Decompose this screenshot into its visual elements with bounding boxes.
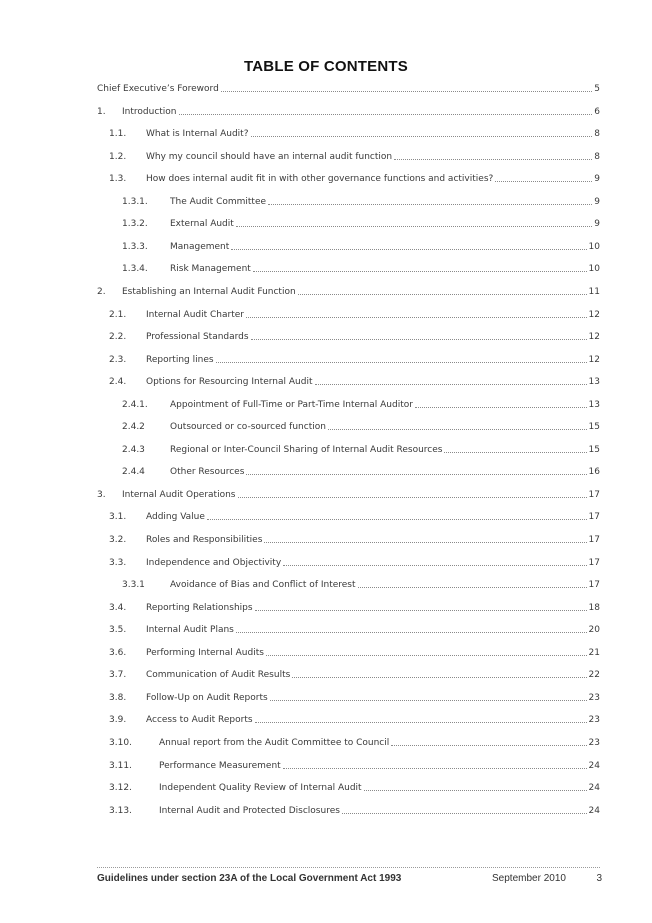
- toc-section-number: 2.4.2: [122, 422, 145, 433]
- toc-row: [0, 285, 652, 299]
- toc-dot-leader: [266, 646, 587, 656]
- toc-dot-leader: [415, 398, 587, 408]
- toc-entry-link[interactable]: [146, 353, 600, 367]
- toc-entry-link[interactable]: [146, 375, 600, 389]
- toc-page-number: 9: [594, 174, 600, 185]
- toc-entry-label: How does internal audit fit in with other governance functions and activities?: [146, 174, 494, 185]
- toc-entry-link[interactable]: [170, 465, 600, 479]
- toc-page-number: 23: [588, 737, 600, 748]
- toc-dot-leader: [292, 668, 586, 678]
- toc-dot-leader: [391, 736, 586, 746]
- toc-page-number: 13: [588, 399, 600, 410]
- toc-section-number: 3.5.: [109, 625, 127, 636]
- toc-entry-label: Management: [170, 241, 230, 252]
- toc-page-number: 24: [588, 783, 600, 794]
- toc-dot-leader: [495, 172, 592, 182]
- toc-entry-label: Performing Internal Audits: [146, 647, 264, 658]
- toc-entry-label: Introduction: [122, 106, 177, 117]
- toc-entry-link[interactable]: [170, 578, 600, 592]
- toc-page-number: 24: [588, 760, 600, 771]
- toc-row: [0, 240, 652, 254]
- toc-section-number: 1.1.: [109, 129, 127, 140]
- toc-dot-leader: [298, 285, 587, 295]
- toc-row: [0, 420, 652, 434]
- toc-entry-link[interactable]: [146, 127, 600, 141]
- toc-page-number: 21: [588, 647, 600, 658]
- toc-entry-link[interactable]: [146, 533, 600, 547]
- toc-page-number: 24: [588, 805, 600, 816]
- toc-entry-label: Internal Audit Plans: [146, 625, 234, 636]
- toc-entry-label: Independent Quality Review of Internal Audit: [159, 783, 362, 794]
- toc-entry-link[interactable]: [146, 691, 600, 705]
- toc-entry-label: Communication of Audit Results: [146, 670, 291, 681]
- toc-entry-link[interactable]: [170, 195, 600, 209]
- toc-dot-leader: [283, 759, 587, 769]
- toc-entry-label: Professional Standards: [146, 332, 249, 343]
- toc-dot-leader: [255, 713, 587, 723]
- toc-entry-link[interactable]: [122, 285, 600, 299]
- toc-page-number: 22: [588, 670, 600, 681]
- toc-entry-link[interactable]: [146, 646, 600, 660]
- toc-section-number: 1.: [97, 106, 106, 117]
- toc-section-number: 2.4.: [109, 377, 127, 388]
- toc-entry-label: Options for Resourcing Internal Audit: [146, 377, 313, 388]
- toc-row: [0, 353, 652, 367]
- toc-page-number: 18: [588, 602, 600, 613]
- toc-page-number: 17: [588, 512, 600, 523]
- toc-row: [0, 623, 652, 637]
- toc-row: [0, 759, 652, 773]
- toc-page-number: 11: [588, 286, 600, 297]
- toc-section-number: 2.4.1.: [122, 399, 148, 410]
- toc-dot-leader: [246, 465, 586, 475]
- toc-section-number: 3.11.: [109, 760, 132, 771]
- toc-section-number: 1.3.1.: [122, 196, 148, 207]
- toc-section-number: 1.3.3.: [122, 241, 148, 252]
- toc-entry-label: Adding Value: [146, 512, 205, 523]
- toc-entry-link[interactable]: [146, 172, 600, 186]
- toc-dot-leader: [264, 533, 586, 543]
- toc-page-number: 12: [588, 332, 600, 343]
- footer-divider: [97, 867, 600, 868]
- toc-section-number: 2.: [97, 286, 106, 297]
- toc-page-number: 17: [588, 580, 600, 591]
- toc-dot-leader: [444, 443, 586, 453]
- toc-row: [0, 195, 652, 209]
- toc-entry-label: Internal Audit Charter: [146, 309, 244, 320]
- toc-page-number: 9: [594, 219, 600, 230]
- toc-dot-leader: [342, 804, 587, 814]
- toc-row: [0, 262, 652, 276]
- toc-page-number: 17: [588, 557, 600, 568]
- toc-page-number: 9: [594, 196, 600, 207]
- toc-entry-link[interactable]: [146, 668, 600, 682]
- toc-section-number: 2.1.: [109, 309, 127, 320]
- toc-entry-link[interactable]: [159, 736, 600, 750]
- toc-entry-link[interactable]: [146, 601, 600, 615]
- toc-entry-link[interactable]: [170, 262, 600, 276]
- toc-entry-link[interactable]: [146, 510, 600, 524]
- toc-section-number: 3.2.: [109, 535, 127, 545]
- toc-row: [0, 601, 652, 615]
- toc-row: [0, 150, 652, 164]
- toc-dot-leader: [255, 601, 587, 611]
- toc-dot-leader: [358, 578, 587, 588]
- toc-page-number: 20: [588, 625, 600, 636]
- toc-entry-link[interactable]: [97, 82, 600, 96]
- toc-entry-label: What is Internal Audit?: [146, 129, 249, 140]
- toc-row: [0, 781, 652, 795]
- toc-dot-leader: [216, 353, 587, 363]
- toc-page-number: 23: [588, 692, 600, 703]
- toc-entry-link[interactable]: [122, 105, 600, 119]
- toc-dot-leader: [268, 195, 592, 205]
- toc-section-number: 1.3.2.: [122, 219, 148, 230]
- toc-entry-label: Performance Measurement: [159, 760, 281, 771]
- toc-row: [0, 736, 652, 750]
- toc-entry-link[interactable]: [146, 556, 600, 570]
- toc-row: [0, 172, 652, 186]
- page-footer: [97, 873, 602, 887]
- toc-entry-label: Outsourced or co-sourced function: [170, 422, 326, 433]
- toc-entry-link[interactable]: [170, 240, 600, 254]
- toc-row: [0, 82, 652, 96]
- toc-section-number: 3.13.: [109, 805, 132, 816]
- toc-entry-link[interactable]: [122, 488, 600, 502]
- toc-dot-leader: [221, 82, 592, 92]
- toc-entry-label: Internal Audit Operations: [122, 489, 236, 500]
- toc-page-number: 5: [594, 84, 600, 94]
- toc-section-number: 3.12.: [109, 783, 132, 794]
- toc-section-number: 3.3.1: [122, 580, 145, 591]
- footer-document-title: Guidelines under section 23A of the Local Government Act 1993: [97, 873, 402, 884]
- toc-page-number: 16: [588, 467, 600, 478]
- toc-row: [0, 668, 652, 682]
- toc-entry-label: Establishing an Internal Audit Function: [122, 286, 296, 297]
- toc-dot-leader: [328, 420, 587, 430]
- toc-row: [0, 105, 652, 119]
- toc-entry-link[interactable]: [170, 420, 600, 434]
- toc-section-number: 3.: [97, 489, 106, 500]
- toc-row: [0, 465, 652, 479]
- toc-entry-link[interactable]: [170, 443, 600, 457]
- toc-row: [0, 443, 652, 457]
- toc-page-number: 13: [588, 377, 600, 388]
- toc-dot-leader: [251, 127, 593, 137]
- toc-row: [0, 691, 652, 705]
- toc-row: [0, 308, 652, 322]
- toc-section-number: 1.2.: [109, 151, 127, 162]
- toc-dot-leader: [253, 262, 587, 272]
- toc-row: [0, 804, 652, 818]
- toc-entry-link[interactable]: [146, 713, 600, 727]
- toc-entry-link[interactable]: [159, 804, 600, 818]
- toc-section-number: 3.3.: [109, 557, 127, 568]
- toc-section-number: 2.3.: [109, 354, 127, 365]
- toc-row: [0, 217, 652, 231]
- toc-entry-link[interactable]: [146, 623, 600, 637]
- toc-entry-label: Reporting lines: [146, 354, 214, 365]
- toc-entry-label: Regional or Inter-Council Sharing of Internal Audit Resources: [170, 444, 443, 455]
- toc-entry-label: Risk Management: [170, 264, 251, 275]
- toc-page-number: 15: [588, 422, 600, 433]
- toc-row: [0, 556, 652, 570]
- toc-dot-leader: [236, 623, 587, 633]
- toc-dot-leader: [315, 375, 587, 385]
- toc-page-number: 6: [594, 106, 600, 117]
- page-title: TABLE OF CONTENTS: [244, 58, 408, 75]
- toc-row: [0, 398, 652, 412]
- toc-entry-label: Independence and Objectivity: [146, 557, 282, 568]
- toc-row: [0, 533, 652, 547]
- toc-section-number: 3.4.: [109, 602, 127, 613]
- toc-dot-leader: [364, 781, 587, 791]
- toc-section-number: 1.3.: [109, 174, 127, 185]
- toc-dot-leader: [283, 556, 586, 566]
- toc-dot-leader: [236, 217, 592, 227]
- toc-dot-leader: [238, 488, 587, 498]
- toc-row: [0, 375, 652, 389]
- toc-dot-leader: [246, 308, 587, 318]
- toc-section-number: 3.9.: [109, 715, 127, 726]
- toc-entry-label: Follow-Up on Audit Reports: [146, 692, 268, 703]
- toc-entry-link[interactable]: [159, 781, 600, 795]
- toc-entry-label: Avoidance of Bias and Conflict of Interest: [170, 580, 356, 591]
- toc-section-number: 2.2.: [109, 332, 127, 343]
- toc-entry-label: Internal Audit and Protected Disclosures: [159, 805, 340, 816]
- toc-page-number: 12: [588, 309, 600, 320]
- toc-dot-leader: [394, 150, 592, 160]
- toc-page-number: 23: [588, 715, 600, 726]
- toc-page-number: 15: [588, 444, 600, 455]
- toc-row: [0, 713, 652, 727]
- toc-row: [0, 330, 652, 344]
- toc-entry-label: External Audit: [170, 219, 234, 230]
- toc-page-number: 17: [588, 535, 600, 545]
- toc-row: [0, 578, 652, 592]
- toc-entry-label: Other Resources: [170, 467, 245, 478]
- toc-row: [0, 510, 652, 524]
- toc-section-number: 3.1.: [109, 512, 127, 523]
- toc-entry-link[interactable]: [170, 398, 600, 412]
- toc-entry-label: Chief Executive’s Foreword: [97, 84, 219, 94]
- toc-section-number: 3.8.: [109, 692, 127, 703]
- toc-page-number: 10: [588, 264, 600, 275]
- toc-section-number: 2.4.3: [122, 444, 145, 455]
- toc-row: [0, 127, 652, 141]
- toc-section-number: 3.10.: [109, 737, 132, 748]
- toc-section-number: 3.6.: [109, 647, 127, 658]
- toc-entry-link[interactable]: [159, 759, 600, 773]
- toc-row: [0, 646, 652, 660]
- toc-entry-label: Reporting Relationships: [146, 602, 253, 613]
- toc-entry-label: Access to Audit Reports: [146, 715, 253, 726]
- toc-section-number: 2.4.4: [122, 467, 145, 478]
- toc-row: [0, 488, 652, 502]
- toc-page-number: 12: [588, 354, 600, 365]
- toc-dot-leader: [179, 105, 593, 115]
- toc-entry-label: Appointment of Full-Time or Part-Time Internal Auditor: [170, 399, 413, 410]
- toc-dot-leader: [270, 691, 587, 701]
- toc-entry-label: Annual report from the Audit Committee to Council: [159, 737, 390, 748]
- toc-entry-label: Roles and Responsibilities: [146, 535, 263, 545]
- toc-entry-link[interactable]: [146, 150, 600, 164]
- toc-page-number: 17: [588, 489, 600, 500]
- toc-entry-link[interactable]: [146, 330, 600, 344]
- toc-entry-link[interactable]: [170, 217, 600, 231]
- toc-dot-leader: [231, 240, 586, 250]
- toc-dot-leader: [207, 510, 587, 520]
- toc-entry-label: Why my council should have an internal audit function: [146, 151, 393, 162]
- footer-date: September 2010: [492, 873, 566, 884]
- footer-page-number: 3: [596, 873, 602, 884]
- toc-entry-label: The Audit Committee: [170, 196, 267, 207]
- toc-section-number: 3.7.: [109, 670, 127, 681]
- toc-page-number: 8: [594, 151, 600, 162]
- toc-section-number: 1.3.4.: [122, 264, 148, 275]
- toc-page-number: 10: [588, 241, 600, 252]
- toc-dot-leader: [251, 330, 587, 340]
- toc-page-number: 8: [594, 129, 600, 140]
- toc-entry-link[interactable]: [146, 308, 600, 322]
